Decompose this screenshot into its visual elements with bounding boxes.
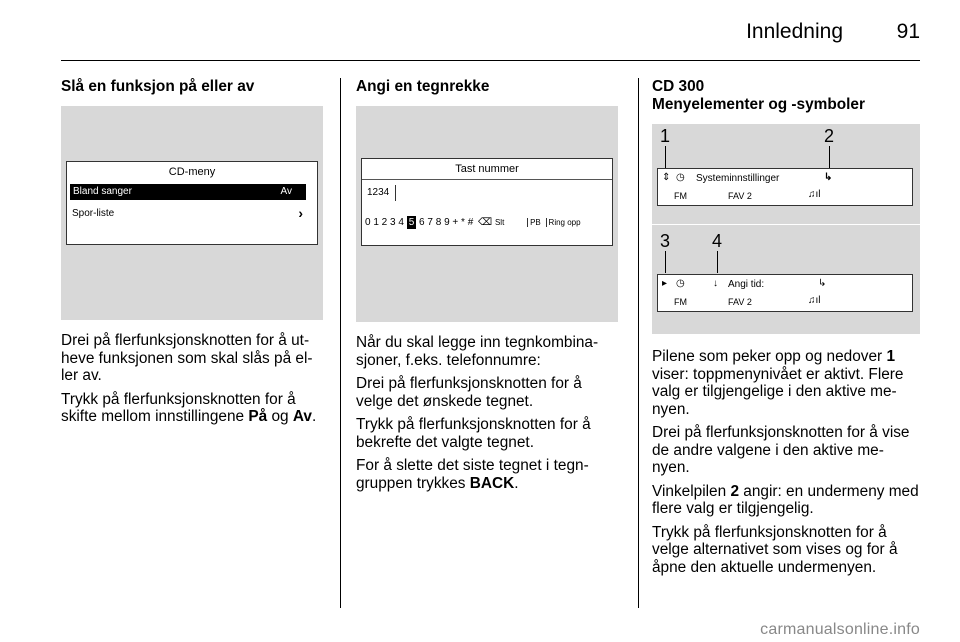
display-screen <box>66 161 318 245</box>
column-1 <box>61 78 323 432</box>
section-heading: Slå en funksjon på eller av <box>61 78 255 95</box>
menu-symbols-figure <box>652 124 920 334</box>
cursor <box>395 185 396 201</box>
selected-item-label: Bland sanger <box>73 186 132 197</box>
display-screen-2 <box>657 274 913 312</box>
menu-label: Angi tid: <box>728 279 765 290</box>
paragraph: Når du skal legge inn tegnkombina- sjoner, f.eks. telefonnumre: <box>356 334 599 369</box>
menu-item-label: Spor-liste <box>72 208 115 219</box>
right-arrow-icon: ▸ <box>662 278 668 289</box>
favourite-label: FAV 2 <box>728 297 752 307</box>
watermark: carmanualsonline.info <box>760 621 920 638</box>
section-subheading: Menyelementer og -symboler <box>652 96 865 113</box>
callout-line <box>717 251 718 273</box>
character-row: 0 1 2 3 4 5 6 7 8 9 + * # ⌫ Slt PB Ring opp <box>365 217 581 228</box>
column-3 <box>652 78 922 582</box>
paragraph: Drei på flerfunksjonsknotten for å ut- heve funksjonen som skal slås på el- ler av. <box>61 332 313 384</box>
music-signal-icon: ♫ıl <box>808 189 821 200</box>
music-signal-icon: ♫ıl <box>808 295 821 306</box>
divider <box>362 179 612 180</box>
page-number: 91 <box>896 20 920 43</box>
down-arrow-icon: ↓ <box>713 278 718 289</box>
submenu-arrow-icon: ↳ <box>824 172 833 183</box>
header-divider <box>61 60 920 61</box>
screen-title: Tast nummer <box>455 163 519 175</box>
backspace-icon: ⌫ <box>478 217 493 228</box>
submenu-arrow-icon: ↳ <box>818 278 827 289</box>
section-heading: Angi en tegnrekke <box>356 78 490 95</box>
display-screen-1 <box>657 168 913 206</box>
column-divider-2 <box>638 78 639 608</box>
selected-menu-row <box>70 184 306 200</box>
callout-line <box>665 251 666 273</box>
callout-2: 2 <box>824 126 835 146</box>
page-header <box>0 0 960 62</box>
paragraph: Trykk på flerfunksjonsknotten for å skifte mellom innstillingene På og Av. <box>61 390 317 425</box>
paragraph: Pilene som peker opp og nedover 1 viser: toppmenynivået er aktivt. Flere valg er tilgjengelige i den aktive me- nyen. <box>652 348 904 418</box>
clock-icon: ◷ <box>676 172 685 183</box>
callout-4: 4 <box>712 231 723 251</box>
phonebook-key: PB <box>527 218 541 227</box>
delete-key: Slt <box>494 218 505 227</box>
paragraph: Drei på flerfunksjonsknotten for å vise de andre valgene i den aktive me- nyen. <box>652 424 910 476</box>
callout-line <box>829 146 830 168</box>
column-2 <box>356 78 618 498</box>
paragraph: Drei på flerfunksjonsknotten for å velge det ønskede tegnet. <box>356 375 582 410</box>
call-key: Ring opp <box>546 218 581 227</box>
band-label: FM <box>674 191 687 201</box>
callout-1: 1 <box>660 126 671 146</box>
menu-label: Systeminnstillinger <box>696 173 780 184</box>
column-divider-1 <box>340 78 341 608</box>
page-title: Innledning <box>746 20 843 43</box>
paragraph: Trykk på flerfunksjonsknotten for å bekrefte det valgte tegnet. <box>356 416 591 451</box>
selected-item-value: Av <box>280 186 292 197</box>
paragraph: Trykk på flerfunksjonsknotten for å velge alternativet som vises og for å åpne den aktuelle undermenyen. <box>652 523 898 576</box>
paragraph: Vinkelpilen 2 angir: en undermeny med flere valg er tilgjengelig. <box>652 482 919 517</box>
callout-3: 3 <box>660 231 671 251</box>
selected-character: 5 <box>408 217 415 228</box>
figure-divider <box>652 224 920 225</box>
chevron-right-icon: › <box>298 205 303 221</box>
number-entry-figure <box>356 106 618 322</box>
band-label: FM <box>674 297 687 307</box>
paragraph: For å slette det siste tegnet i tegn- gruppen trykkes BACK. <box>356 457 589 492</box>
entered-digits: 1234 <box>367 187 390 198</box>
callout-line <box>665 146 666 168</box>
menu-title: CD-meny <box>168 166 216 178</box>
section-heading: CD 300 <box>652 78 705 95</box>
display-screen <box>361 158 613 246</box>
cd-menu-figure <box>61 106 323 320</box>
up-down-arrows-icon: ⇕ <box>662 172 671 183</box>
clock-icon: ◷ <box>676 278 685 289</box>
favourite-label: FAV 2 <box>728 191 752 201</box>
